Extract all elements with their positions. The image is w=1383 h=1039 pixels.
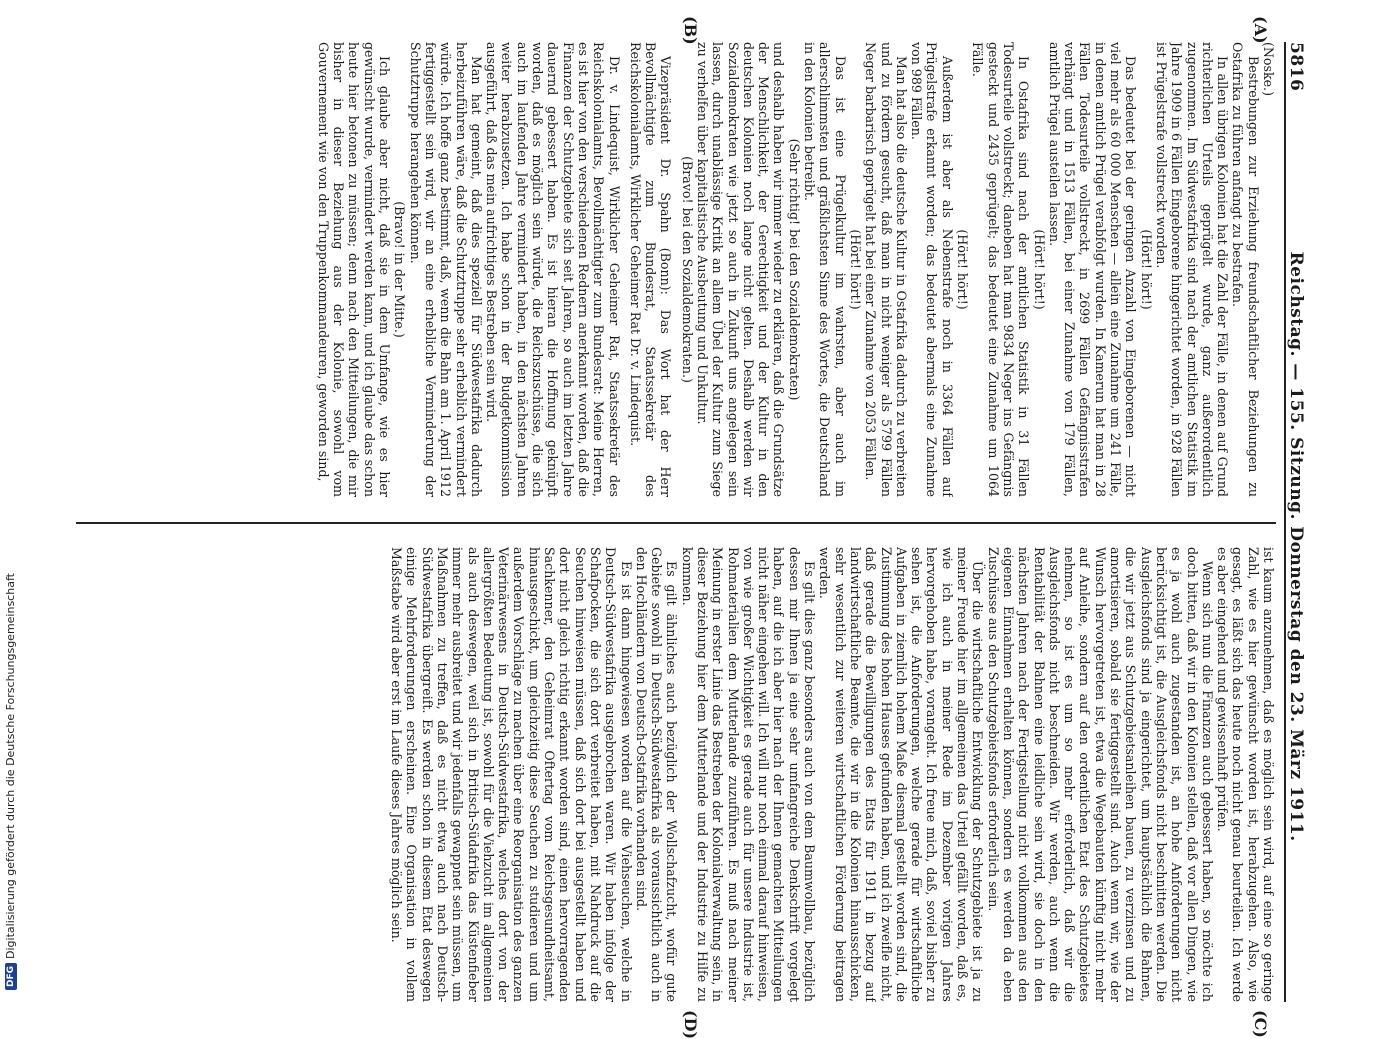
paragraph: Wenn sich nun die Finanzen auch gebessert haben, so möchte ich doch bitten, daß wir in den Kolonien stellen, daß vor allen Dingen, wie es ja wohl auch zugestanden ist, an hohe Anforderungen nicht berücksichtigt ist, die Ausgleichsfonds nicht beschnitten werden. Die Ausgleichsfonds sind ja eingerichtet, um hauptsächlich die Bahnen, die wir jetzt aus Schutzgebietsanleihen bauen, zu verzinsen und zu amortisieren, sobald sie fertiggestellt sind. Auch wenn wir, wie der Wunsch hervorgetreten ist, etwa die Wegebauten künftig nicht mehr auf Anleihe, sondern auf den ordentlichen Etat des Schutzgebietes nehmen, so ist es um so mehr erforderlich, daß wir die Ausgleichsfonds nicht beschneiden. Wir werden, auch wenn die Rentabilität der Bahnen eine leidliche sein wird, sie doch in den nächsten Jahren nach der Fertigstellung nicht vollkommen aus den eigenen Einnahmen erhalten können, sondern es werden da eben Zuschüsse aus den Schutzgebietsfonds erforderlich sein. bbox=[985, 547, 1215, 1002]
paragraph: Ich glaube aber nicht, daß sie in dem Umfange, wie es hier gewünscht wurde, vermindert werden kann, und ich glaube das schon heute hier betonen zu müssen; denn nach den Mitteilungen, die mir bisher in dieser Beziehung aus der Kolonie, sowohl vom Gouvernement wie von den Truppenkommandeuren, geworden sind, bbox=[315, 42, 393, 497]
dfg-logo: DFG bbox=[5, 963, 17, 990]
paragraph: Man hat gemeint, daß dies speziell für Südwestafrika dadurch herbeizuführen wäre, daß die Schutztruppe sehr erheblich vermindert würde. Ich hoffe ganz bestimmt, daß, wenn die Bahn am 1. April 1912 fertiggestellt sein wird, wir an eine erhebliche Verminderung der Schutztruppe herangehen können. bbox=[407, 42, 484, 497]
paragraph: Dr. v. Lindequist, Wirklicher Geheimer Rat, Staatssekretär des Reichskolonialamts, Bevollmächtigter zum Bundesrat: Meine Herren, es ist hier von den verschiedenen Rednern anerkannt worden, daß die Finanzen der Schutzgebiete sich seit Jahren, so auch im letzten Jahre dauernd gebessert haben. Es ist hieran die Hoffnung geknüpft worden, daß es möglich sein würde, die Reichszuschüsse, die sich auch im laufenden Jahre vermindert haben, in den nächsten Jahren weiter herabzusetzen. Ich habe schon in der Budgetkommission ausgeführt, daß das mein aufrichtiges Bestreben sein wird. bbox=[484, 42, 622, 497]
interjection: (Hört! hört!) bbox=[955, 229, 971, 310]
page-header bbox=[1284, 42, 1320, 1002]
interjection: (Hört! hört!) bbox=[1138, 229, 1154, 310]
paragraph: Über die wirtschaftliche Entwicklung der Schutzgebiete ist ja zu meiner Freude hier im allgemeinen das Urteil gefällt worden, daß es, wie ich auch in meiner Rede im Dezember vorigen Jahres hervorgehoben habe, vorangeht. Ich freue mich, daß, soviel bisher zu sehen ist, die Anforderungen, welche gerade für wirtschaftliche Aufgaben in ziemlich hohem Maße diesmal gestellt worden sind, die Zustimmung des hohen Hauses gefunden haben, und ich zweifle nicht, daß gerade die Bewilligungen des Etats für 1911 in bezug auf landwirtschaftliche Beamte, die wir in die Kolonien hinausschicken, sehr wesentlich zur weiteren wirtschaftlichen Förderung beitragen werden. bbox=[817, 547, 986, 1002]
paragraph: Das ist eine Prügelkultur im wahrsten, aber auch im allerschlimmsten und gräßlichsten Sinne des Wortes, die Deutschland in den Kolonien betreibt. bbox=[802, 42, 848, 497]
paragraph: Es gilt ähnliches auch bezüglich der Wollschafzucht, wofür gute Gebiete sowohl in Deutsch-Südwestafrika als voraussichtlich auch in den Hochländern von Deutsch-Ostafrika vorhanden sind. bbox=[633, 547, 680, 1002]
interjection: (Hört! hört!) bbox=[847, 229, 863, 310]
interjection: (Hört! hört!) bbox=[1031, 229, 1047, 310]
paragraph: Außerdem ist aber als Nebenstrafe noch in 3364 Fällen auf Prügelstrafe erkannt worden; das bedeutet abermals eine Zunahme von 989 Fällen. bbox=[909, 42, 955, 497]
interjection: (Bravo! bei den Sozialdemokraten.) bbox=[679, 156, 695, 383]
page-number: 5816 bbox=[1286, 42, 1306, 92]
dfg-credit bbox=[4, 573, 17, 990]
dfg-credit-text: Digitalisierung gefördert durch die Deutsche Forschungsgemeinschaft bbox=[4, 573, 17, 959]
margin-marker-a: (A) bbox=[1251, 16, 1270, 44]
paragraph: Es ist dann hingewiesen worden auf die Viehseuchen, welche in Deutsch-Südwestafrika ausgebrochen waren. Wir haben infolge der Schafpocken, die sich dort verbreitet haben, mit Nahdruck auf die Seuchen hinweisen müssen, daß sich dort bei ausgestellt haben und dort nicht gleich richtig erkannt worden sind, einen hervorragenden Sachkenner, den Geheimrat Oftertag vom Reichsgesundheitsamt, hinausgeschickt, um gleichzeitig diese Seuchen zu studieren und um außerdem Vorschläge zu machen über eine Reorganisation des ganzen Veterinärwesens in Deutsch-Südwestafrika, welches dort von der allergrößten Bedeutung ist, sowohl für die Viehzucht im allgemeinen als auch deswegen, weil sich in Britisch-Südafrika das Küstenfieber immer mehr ausbreitet und wir jedenfalls gewappnet sein müssen, um Maßnahmen zu treffen, daß es nicht etwa auch nach Deutsch-Südwestafrika übergreift. Es werden schon in diesem Etat deswegen einige Mehrforderungen erscheinen. Eine Organisation in vollem Maßstabe wird aber erst im Laufe dieses Jahres möglich sein. bbox=[389, 547, 634, 1002]
right-column bbox=[76, 547, 1276, 1002]
paragraph: In allen übrigen Kolonien hat die Zahl der Fälle, in denen auf Grund richterlichen Urteils geprügelt wurde, ganz außerordentlich zugenommen. Im Südwestafrika sind nach der amtlichen Statistik im Jahre 1909 in 6 Fällen Eingeborene hingerichtet worden, in 928 Fällen ist Prügelstrafe vollstreckt worden. bbox=[1153, 42, 1231, 497]
interjection: (Bravo! in der Mitte.) bbox=[392, 201, 408, 338]
paragraph: In Ostafrika sind nach der amtlichen Statistik in 31 Fällen Todesurteile vollstreckt; daneben hat man 9834 Neger ins Gefängnis gesteckt und 2435 geprügelt; das bedeutet eine Zunahme um 1064 Fälle. bbox=[970, 42, 1032, 497]
paragraph: Das bedeutet bei der geringen Anzahl von Eingeborenen — nicht viel mehr als 60 000 Menschen — allein eine Zunahme um 241 Fälle, in denen amtlich Prügel verabfolgt wurden. In Kamerun hat man in 28 Fällen Todesurteile vollstreckt, in 2699 Fällen Gefängnisstrafen verhängt und in 1513 Fällen, bei einer Zunahme von 179 Fällen, amtlich Prügel austeilen lassen. bbox=[1046, 42, 1139, 497]
paragraph: Es gilt dies ganz besonders auch von dem Baumwollbau, bezüglich dessen mir Ihnen ja eine sehr umfangreiche Denkschrift vorgelegt haben, auf die ich aber hier nach der Ihnen gemachten Mitteilungen nicht näher eingehen will. Ich will nur noch einmal darauf hinweisen, von wie großer Wichtigkeit es gerade auch für unsere Industrie ist, Rohmaterialien dem Mutterlande zuzuführen. Es muß nach meiner Meinung in erster Linie das Bestreben der Kolonialverwaltung sein, in dieser Beziehung hier dem Mutterlande und der Industrie zu Hilfe zu kommen. bbox=[679, 547, 818, 1002]
paragraph: Bestrebungen zur Erziehung freundschaftlicher Beziehungen zu Ostafrika zu führen anfangt zu bestrafen. bbox=[1230, 42, 1261, 497]
column-divider bbox=[76, 522, 1276, 524]
paragraph: ist kaum anzunehmen, daß es möglich sein wird, auf eine so geringe Zahl, wie es hier gewünscht worden ist, herabzugehen. Also, wie gesagt, es läßt sich das heute noch nicht genau beurteilen. Ich werde es aber eingehend und gewissenhaft prüfen. bbox=[1215, 547, 1276, 1002]
paragraph: Man hat also die deutsche Kultur in Ostafrika dadurch zu verbreiten und zu fördern gesucht, daß man in nicht weniger als 5799 Fällen Neger barbarisch geprügelt hat bei einer Zunahme von 2053 Fällen. bbox=[863, 42, 909, 497]
paragraph: Vizepräsident Dr. Spahn (Bonn): Das Wort hat der Herr Bevollmächtigte zum Bundesrat, Staatssekretär des Reichskolonialamts, Wirklicher Geheimer Rat Dr. v. Lindequist. bbox=[627, 42, 674, 497]
digitization-credit-bar bbox=[0, 0, 20, 1000]
speaker-tag: (Noske.) bbox=[1261, 42, 1276, 96]
interjection: (Sehr richtig! bei den Sozialdemokraten) bbox=[786, 138, 802, 401]
header-title: Reichstag. — 155. Sitzung. Donnerstag den 23. März 1911. bbox=[1286, 251, 1306, 842]
margin-marker-b: (B) bbox=[681, 16, 700, 45]
paragraph: und deshalb haben wir immer wieder zu erklären, daß die Grundsätze der Menschlichkeit, der Gerechtigkeit und der Kultur in den deutschen Kolonien noch lange nicht gelten. Deshalb werden wir Sozialdemokraten wie jetzt so auch in Zukunft uns angelegen sein lassen, durch unablässige Kritik an allem Übel der Kultur zum Siege zu verhelfen über kapitalistische Ausbeutung und Unkultur. bbox=[695, 42, 787, 497]
rotated-document-page bbox=[60, 16, 1320, 1039]
margin-marker-c: (C) bbox=[1251, 1010, 1270, 1038]
left-column bbox=[76, 42, 1276, 497]
margin-marker-d: (D) bbox=[681, 1010, 700, 1039]
